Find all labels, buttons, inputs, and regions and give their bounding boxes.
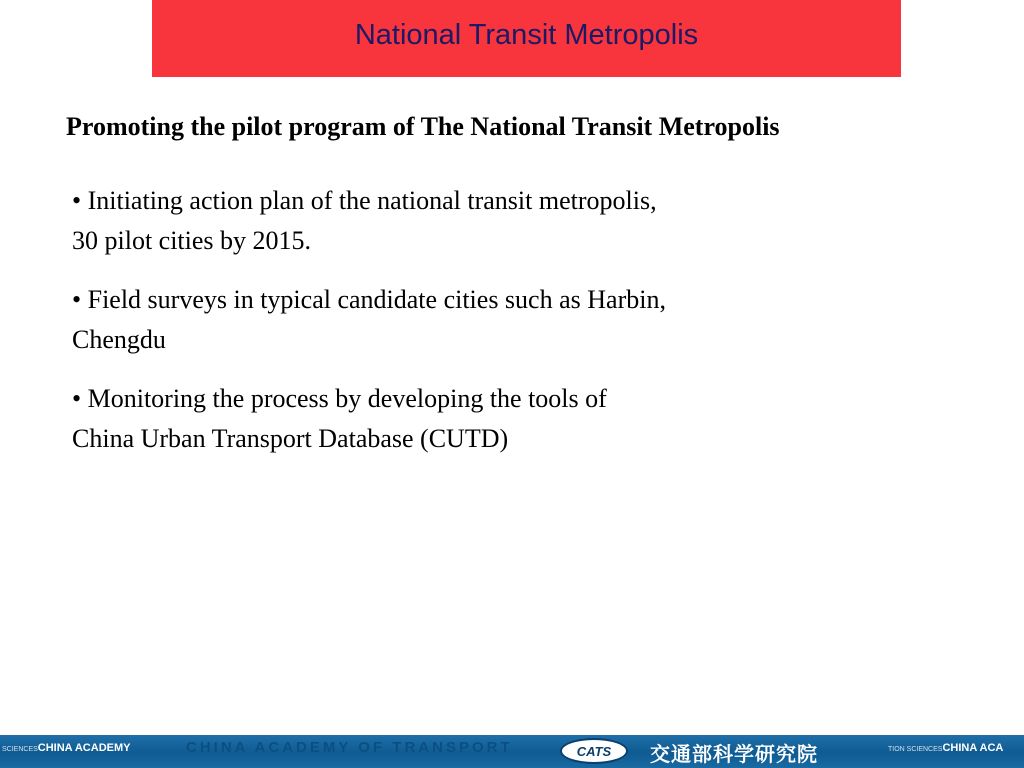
bullet-line: • Initiating action plan of the national transit metropolis,: [72, 186, 657, 215]
footer-ticker-left: [2, 742, 130, 754]
footer-ticker-right-small: TION SCIENCES: [888, 746, 943, 753]
slide-title: National Transit Metropolis: [354, 19, 699, 51]
bullet-line: Chengdu: [72, 325, 166, 354]
bullet-line: • Monitoring the process by developing the tools of: [72, 384, 607, 413]
cats-logo-icon: CATS: [560, 738, 628, 764]
footer-ticker-left-small: SCIENCES: [2, 746, 38, 753]
footer-ticker-faded: CHINA ACADEMY OF TRANSPORT: [186, 739, 513, 756]
bullet-line: • Field surveys in typical candidate cities such as Harbin,: [72, 285, 666, 314]
bullet-item: [72, 379, 892, 459]
bullet-item: [72, 181, 892, 261]
bullet-line: 30 pilot cities by 2015.: [72, 226, 312, 255]
bullet-list: [72, 181, 892, 478]
footer-band: [0, 735, 1024, 768]
bullet-item: [72, 280, 892, 360]
institute-name-cn: 交通部科学研究院: [650, 742, 818, 766]
bullet-line: China Urban Transport Database (CUTD): [72, 424, 509, 453]
title-bar: [152, 0, 901, 77]
footer-ticker-right: [888, 742, 1003, 754]
footer-ticker-left-text: CHINA ACADEMY: [37, 742, 131, 754]
slide-subtitle: Promoting the pilot program of The National Transit Metropolis: [66, 112, 780, 141]
footer-ticker-right-text: CHINA ACA: [942, 742, 1004, 754]
